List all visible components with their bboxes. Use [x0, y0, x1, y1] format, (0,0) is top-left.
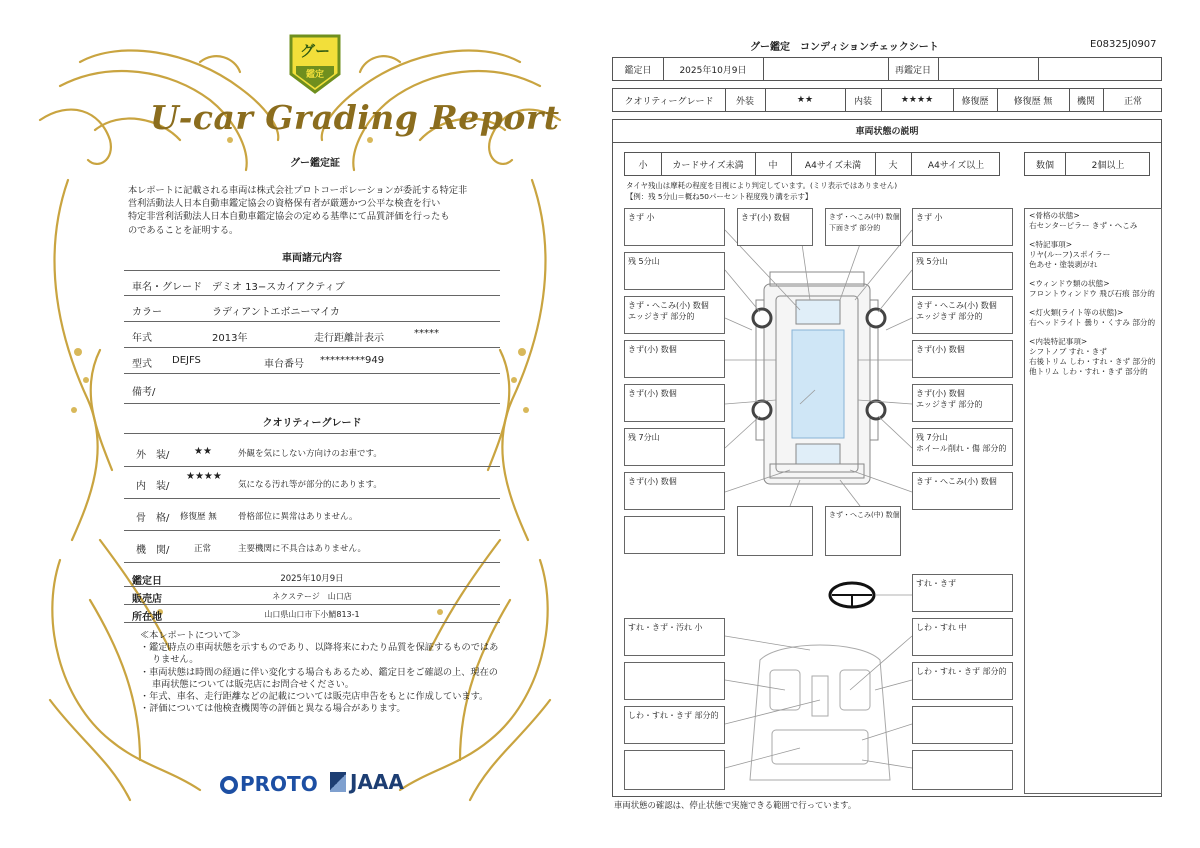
condition-cell: きず 小 — [624, 208, 725, 246]
condition-cell-empty — [737, 506, 813, 556]
interior-cell-empty — [624, 750, 725, 790]
repair-label: 修復歴 — [961, 96, 989, 107]
name-value: デミオ 13−スカイアクティブ — [212, 282, 345, 293]
interior-label: 内装 — [853, 96, 872, 107]
state-title: 車両状態の説明 — [855, 127, 919, 137]
cert-statement — [128, 184, 508, 237]
proto-logo — [220, 772, 318, 796]
address-row — [124, 605, 500, 623]
mileage-label: 走行距離計表示 — [314, 333, 384, 344]
tire-example: 【例：残 5分山＝概ね50パーセント程度残り溝を示す】 — [626, 192, 813, 201]
condition-cell: きず(小) 数個 — [624, 340, 725, 378]
cert-line: 本レポートに記載される車両は株式会社プロトコーポレーションが委託する特定非 — [128, 185, 468, 196]
size-large-desc: A4サイズ以上 — [927, 160, 985, 171]
exterior-stars: ★★ — [194, 446, 212, 457]
note-line: シフトノブ すれ・きず — [1029, 347, 1107, 356]
interior-cell-empty — [912, 750, 1013, 790]
interior-label: 内 装/ — [136, 481, 170, 492]
quality-row-frame — [124, 499, 500, 531]
note-heading: <特記事項> — [1029, 240, 1073, 249]
date-value: 2025年10月9日 — [280, 574, 344, 584]
quality-title: クオリティーグレード — [262, 418, 362, 429]
interior-notes — [1029, 337, 1157, 377]
model-label: 型式 — [132, 359, 152, 370]
count-desc: 2個以上 — [1091, 160, 1125, 171]
notes-title: ≪本レポートについて≫ — [140, 630, 241, 641]
condition-cell: きず(小) 数個 エッジきず 部分的 — [912, 384, 1013, 422]
condition-cell: きず・へこみ(小) 数個 エッジきず 部分的 — [912, 296, 1013, 334]
interior-cell: しわ・すれ・きず 部分的 — [912, 662, 1013, 700]
light-notes — [1029, 308, 1157, 328]
badge-text-kantei: 鑑定 — [305, 70, 324, 80]
note-line: 他トリム しわ・すれ・きず 部分的 — [1029, 367, 1148, 376]
year-value: 2013年 — [212, 333, 248, 344]
condition-cell-empty — [624, 516, 725, 554]
reappraisal-label: 再鑑定日 — [894, 65, 931, 76]
frame-label: 骨 格/ — [136, 513, 170, 524]
note-line: 色あせ・塗装剥がれ — [1029, 260, 1098, 269]
interior-cell-empty — [912, 706, 1013, 744]
note-heading: <ウィンドウ類の状態> — [1029, 279, 1110, 288]
exterior-text: 外観を気にしない方向けのお車です。 — [238, 449, 382, 459]
frame-notes — [1029, 211, 1157, 231]
doc-id: E08325J0907 — [1090, 39, 1157, 50]
cert-line: 営利活動法人日本自動車鑑定協会の資格保有者が厳選かつ公平な検査を行い — [128, 198, 441, 210]
address-value: 山口県山口市下小鯖813-1 — [264, 610, 360, 619]
engine-label: 機 関/ — [136, 545, 170, 556]
frame-value: 修復歴 無 — [180, 512, 217, 522]
condition-cell: きず(小) 数個 — [624, 384, 725, 422]
spec-row-remarks — [124, 374, 500, 404]
size-mid-desc: A4サイズ未満 — [804, 160, 862, 171]
appraisal-date-value: 2025年10月9日 — [679, 65, 747, 76]
model-value: DEJFS — [172, 355, 201, 366]
window-notes — [1029, 279, 1157, 299]
note-item: ・年式、車名、走行距離などの記載については販売店申告をもとに作成しています。 — [140, 691, 489, 703]
shop-label: 販売店 — [132, 594, 162, 605]
year-label: 年式 — [132, 333, 152, 344]
engine-label: 機関 — [1076, 96, 1095, 107]
address-label: 所在地 — [132, 612, 162, 623]
condition-cell: きず(小) 数個 — [624, 472, 725, 510]
jaaa-text: JAAA — [350, 770, 404, 794]
note-heading: <灯火類(ライト等の状態)> — [1029, 308, 1124, 317]
tire-cell: 残 7分山 — [624, 428, 725, 466]
size-large: 大 — [888, 160, 898, 171]
note-line: フロントウィンドウ 飛び石痕 部分的 — [1029, 289, 1155, 298]
goo-appraisal-badge — [286, 30, 344, 96]
steering-wheel-icon — [830, 583, 874, 607]
name-label: 車名・グレード — [132, 282, 202, 293]
chassis-value: *********949 — [320, 355, 385, 366]
note-item: ・車両状態は時間の経過に伴い変化する場合もあるため、鑑定日をご確認の上、現在の車両状態については販売店にお問合せください。 — [140, 666, 498, 690]
interior-cell: しわ・すれ・きず 部分的 — [624, 706, 725, 744]
note-line: 右ヘッドライト 曇り・くすみ 部分的 — [1029, 318, 1156, 327]
interior-cell-empty — [624, 662, 725, 700]
note-line: 右センターピラー きず・へこみ — [1029, 221, 1138, 230]
interior-cell: すれ・きず・汚れ 小 — [624, 618, 725, 656]
appraisal-date-label: 鑑定日 — [624, 65, 652, 76]
note-line: リヤ(ルーフ)スポイラー — [1029, 250, 1111, 259]
exterior-value: ★★ — [796, 95, 814, 105]
size-small: 小 — [638, 160, 648, 171]
note-heading: <内装特記事項> — [1029, 337, 1088, 346]
frame-text: 骨格部位に異常はありません。 — [238, 512, 358, 522]
condition-cell: きず・へこみ(中) 数個 下面きず 部分的 — [825, 208, 901, 246]
jaaa-logo — [330, 770, 404, 794]
note-heading: <骨格の状態> — [1029, 211, 1080, 220]
report-notes — [140, 630, 500, 715]
sheet-title: グー鑑定 コンディションチェックシート — [750, 42, 939, 53]
spec-row-year — [124, 322, 500, 348]
spec-row-model — [124, 348, 500, 374]
condition-cell: きず(小) 数個 — [737, 208, 813, 246]
count-label: 数個 — [1035, 160, 1054, 171]
spec-row-color — [124, 296, 500, 322]
note-item: ・鑑定時点の車両状態を示すものであり、以降将来にわたり品質を保証するものではありません。 — [140, 642, 499, 666]
engine-text: 主要機関に不具合はありません。 — [238, 544, 367, 554]
cert-line: のであることを証明する。 — [128, 224, 239, 236]
proto-mark-icon — [220, 776, 238, 794]
quality-row-exterior — [124, 433, 500, 467]
quality-grade-label: クオリティーグレード — [624, 96, 714, 107]
note-line: 右後トリム しわ・すれ・きず 部分的 — [1029, 357, 1156, 366]
jaaa-mark-icon — [330, 772, 346, 792]
condition-cell: きず・へこみ(小) 数個 エッジきず 部分的 — [624, 296, 725, 334]
interior-cell: すれ・きず — [912, 574, 1013, 612]
tire-cell: 残 7分山 ホイール削れ・傷 部分的 — [912, 428, 1013, 466]
badge-text-goo: グー — [299, 42, 330, 60]
shop-row — [124, 587, 500, 605]
repair-value: 修復歴 無 — [1013, 96, 1053, 107]
interior-cell: しわ・すれ 中 — [912, 618, 1013, 656]
tire-cell: 残 5分山 — [912, 252, 1013, 290]
exterior-label: 外 装/ — [136, 450, 170, 461]
condition-cell: きず(小) 数個 — [912, 340, 1013, 378]
script-title: U-car Grading Report — [150, 98, 560, 137]
condition-cell: きず・へこみ(小) 数個 — [912, 472, 1013, 510]
cert-label: グー鑑定証 — [290, 158, 340, 169]
condition-cell: きず 小 — [912, 208, 1013, 246]
exterior-label: 外装 — [735, 96, 754, 107]
sheet-footer: 車両状態の確認は、停止状態で実施できる範囲で行っています。 — [614, 800, 857, 810]
quality-row-engine — [124, 531, 500, 563]
quality-row-interior — [124, 467, 500, 499]
special-notes-panel — [1024, 208, 1162, 794]
tire-cell: 残 5分山 — [624, 252, 725, 290]
color-value: ラディアントエボニーマイカ — [212, 307, 340, 318]
size-mid: 中 — [768, 160, 778, 171]
color-label: カラー — [132, 307, 162, 318]
tire-note: タイヤ残山は摩耗の程度を目視により判定しています。(ミリ表示ではありません) — [626, 181, 898, 190]
size-small-desc: カードサイズ未満 — [672, 160, 744, 171]
interior-value: ★★★★ — [900, 95, 934, 105]
note-item: ・評価については他検査機関等の評価と異なる場合があります。 — [140, 703, 406, 715]
cert-line: 特定非営利活動法人日本自動車鑑定協会の定める基準にて品質評価を行ったも — [128, 211, 450, 223]
appraisal-date-row — [124, 569, 500, 587]
special-notes — [1029, 240, 1157, 270]
spec-row-name — [124, 270, 500, 296]
interior-stars: ★★★★ — [186, 471, 222, 482]
date-label: 鑑定日 — [132, 576, 162, 587]
spec-title: 車両諸元内容 — [282, 253, 342, 264]
remarks-label: 備考/ — [132, 387, 156, 398]
chassis-label: 車台番号 — [264, 359, 304, 370]
interior-text: 気になる汚れ等が部分的にあります。 — [238, 480, 382, 490]
shop-value: ネクステージ 山口店 — [272, 592, 352, 601]
condition-cell: きず・へこみ(中) 数個 — [825, 506, 901, 556]
engine-value: 正常 — [1123, 96, 1142, 107]
proto-text: PROTO — [240, 772, 318, 796]
engine-value: 正常 — [194, 544, 212, 554]
mileage-value: ***** — [414, 328, 439, 339]
